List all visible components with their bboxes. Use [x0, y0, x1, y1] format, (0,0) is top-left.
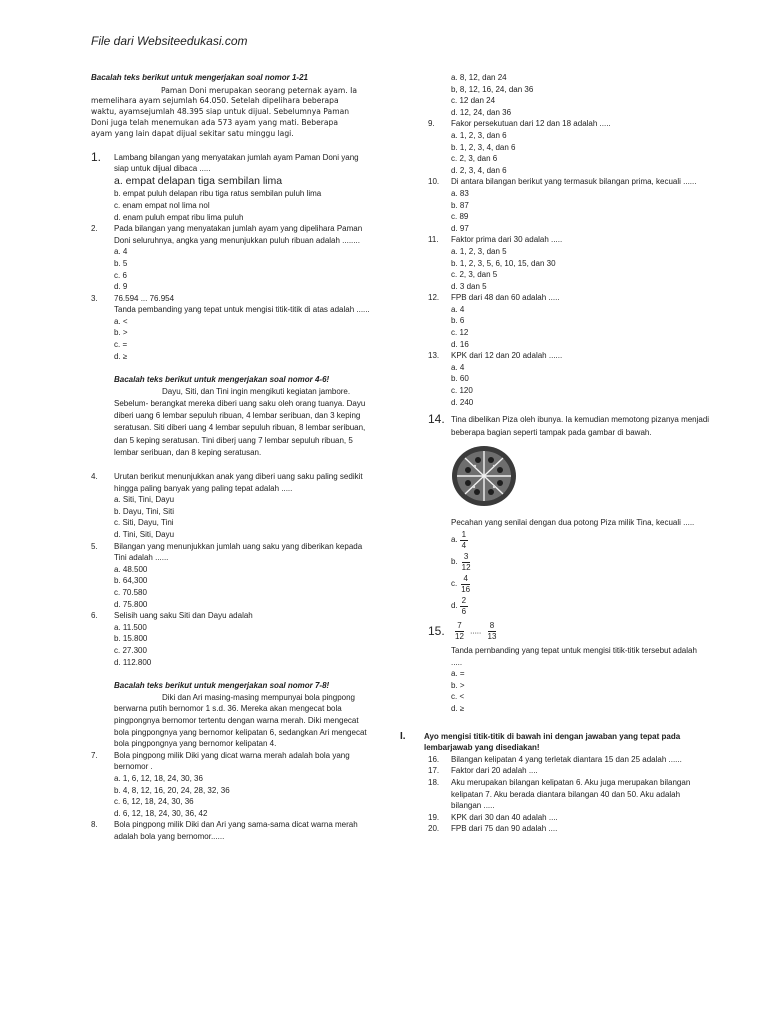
fraction-option-c — [428, 573, 710, 595]
question-number: 9. — [428, 119, 435, 129]
question-text: Urutan berikut menunjukkan anak yang diberi uang saku paling sedikit hingga paling banyak yang paling tepat adalah ..... — [114, 472, 363, 493]
option-d: d. 3 dan 5 — [451, 281, 487, 291]
question-text: 76.594 ... 76.954 — [114, 293, 175, 303]
passage-title: Bacalah teks berikut untuk mengerjakan soal nomor 4-6! — [114, 375, 330, 385]
option-d: d. 240 — [451, 397, 474, 407]
question-13 — [428, 350, 710, 362]
denominator: 4 — [461, 540, 467, 550]
option-c: c. Siti, Dayu, Tini — [114, 518, 174, 528]
denominator: 12 — [455, 632, 464, 642]
option-label: d. — [451, 601, 458, 611]
option-d: d. 112.800 — [114, 657, 152, 667]
question-10 — [428, 176, 710, 188]
question-15 — [428, 621, 710, 642]
fraction — [460, 552, 473, 573]
option-b: b, 8, 12, 16, 24, dan 36 — [451, 84, 534, 94]
question-text: Bola pingpong milik Diki dan Ari yang sama-sama dicat warna merah adalah bola yang bernomor...... — [114, 820, 358, 841]
option-d: d. 75.800 — [114, 599, 148, 609]
question-text: Aku merupakan bilangan kelipatan 6. Aku juga merupakan bilangan kelipatan 7. Aku berada diantara bilangan 40 dan 50. Aku adalah bilangan ..... — [451, 777, 691, 811]
comparison-dots: ..... — [470, 626, 482, 636]
question-20 — [428, 823, 710, 835]
question-number: 14. — [428, 412, 445, 427]
question-9 — [428, 118, 710, 130]
fraction-comparison — [451, 621, 710, 642]
option-b: b. 6 — [451, 316, 465, 326]
option-a: a. 8, 12, dan 24 — [451, 73, 507, 82]
fraction-option-d — [428, 595, 710, 617]
option-b: b. 87 — [451, 200, 469, 210]
passage-text: Dayu, Siti, dan Tini ingin mengikuti kegiatan jambore. Sebelum- berangkat mereka diberi uang saku oleh orang tuanya. Dayu diberi uang 6 lembar sepuluh ribuan, 4 lembar seribuan, dan 3 keping seratusan. Siti diberi uang 4 lembar sepuluh ribuan, 8 lembar seribuan, dan 5 keping seratusan. Tini diberj uang 7 lembar sepuluh ribuan, 5 lembar seribuan, dan 8 keping seratusan. — [114, 386, 366, 457]
numerator: 2 — [461, 595, 467, 605]
question-19 — [428, 812, 710, 824]
numerator: 1 — [461, 529, 467, 539]
option-d: d. 97 — [451, 223, 469, 233]
right-column — [400, 72, 710, 835]
question-number: 13. — [428, 351, 440, 361]
passage-title: Bacalah teks berikut untuk mengerjakan soal nomor 1-21 — [91, 73, 308, 82]
option-a: a. < — [114, 316, 128, 326]
option-c: c. 2, 3, dan 6 — [451, 154, 498, 164]
question-text: Tina dibelikan Piza oleh ibunya. Ia kemudian memotong pizanya menjadi beberapa bagian seperti tampak pada gambar di bawah. — [451, 415, 710, 437]
question-number: 8. — [91, 820, 98, 830]
option-d: d. Tini, Siti, Dayu — [114, 530, 175, 540]
question-number: 15. — [428, 623, 445, 638]
option-a: a. 48.500 — [114, 564, 148, 574]
question-number: 12. — [428, 293, 440, 303]
question-subtext: Pecahan yang senilai dengan dua potong Piza milik Tina, kecuali ..... — [451, 517, 695, 527]
question-number: 10. — [428, 177, 440, 187]
question-number: 20. — [428, 824, 440, 834]
denominator: 6 — [461, 606, 467, 616]
option-c: c. 89 — [451, 212, 469, 222]
question-6 — [91, 610, 371, 622]
question-text: Faktor dari 20 adalah .... — [451, 766, 538, 776]
option-b: b. 15.800 — [114, 634, 148, 644]
question-number: 11. — [428, 235, 439, 245]
option-b: b. 64,300 — [114, 576, 148, 586]
option-c: c. 27.300 — [114, 645, 147, 655]
option-a: a. 4 — [451, 362, 465, 372]
option-a: a. 1, 2, 3, dan 6 — [451, 130, 507, 140]
question-text: KPK dari 12 dan 20 adalah ...... — [451, 351, 563, 361]
passage-text: Paman Doni merupakan seorang peternak ayam. Ia memelihara ayam sejumlah 64.050. Setelah dipelihara beberapa waktu, ayamsejumlah 48.395 siap untuk dijual. Sebelumnya Paman Doni juga telah menemukan ada 573 ayam yang mati. Beberapa ayam yang lain dapat dijual sekitar satu minggu lagi. — [91, 85, 358, 138]
option-a: a. 11.500 — [114, 622, 147, 632]
question-text: Bilangan yang menunjukkan jumlah uang saku yang diberikan kepada Tini adalah ...... — [114, 541, 363, 563]
option-c: c. < — [451, 692, 465, 702]
question-18 — [428, 777, 710, 812]
option-b: b. 1, 2, 3, 4, dan 6 — [451, 142, 516, 152]
denominator: 16 — [461, 584, 471, 594]
question-8 — [91, 819, 371, 842]
question-number: 7. — [91, 750, 98, 760]
option-c: c. 6 — [114, 270, 127, 280]
question-7 — [91, 750, 371, 773]
option-c: c. 70.580 — [114, 588, 147, 598]
question-text: FPB dari 48 dan 60 adalah ..... — [451, 293, 560, 303]
question-text: Pada bilangan yang menyatakan jumlah ayam yang dipelihara Paman Doni seluruhnya, angka yang menunjukkan puluh ribuan adalah ........ — [114, 224, 363, 245]
option-d: d. 6, 12, 18, 24, 30, 36, 42 — [114, 808, 208, 818]
question-4 — [91, 471, 371, 494]
question-subtext: Tanda pembanding yang tepat untuk mengisi titik-titik di atas adalah ...... — [114, 305, 370, 315]
numerator: 4 — [463, 573, 468, 583]
option-a: a. Siti, Tini, Dayu — [114, 495, 175, 505]
section-title: Ayo mengisi titik-titik di bawah ini dengan jawaban yang tepat pada lembarjawab yang disediakan! — [424, 731, 681, 753]
fraction-left — [453, 621, 466, 642]
option-c: c. 2, 3, dan 5 — [451, 270, 498, 280]
option-a: a. empat delapan tiga sembilan lima — [114, 174, 283, 187]
option-a: a. 1, 6, 12, 18, 24, 30, 36 — [114, 773, 203, 783]
question-number: 2. — [91, 224, 98, 234]
left-column — [91, 72, 371, 842]
option-b: b. 60 — [451, 374, 469, 384]
question-11 — [428, 234, 710, 246]
option-d: d. 12, 24, dan 36 — [451, 107, 512, 117]
option-c: c. 12 — [451, 328, 469, 338]
option-c: c. enam empat nol lima nol — [114, 200, 210, 210]
option-a: a. 1, 2, 3, dan 5 — [451, 246, 507, 256]
question-text: Di antara bilangan berikut yang termasuk bilangan prima, kecuali ...... — [451, 177, 697, 187]
passage-3 — [91, 680, 371, 750]
question-text: Tanda pernbanding yang tepat untuk mengisi titik-titik tersebut adalah ..... — [451, 646, 697, 667]
question-number: 3. — [91, 293, 98, 303]
passage-title: Bacalah teks berikut untuk mengerjakan soal nomor 7-8! — [114, 681, 330, 691]
option-label: a. — [451, 535, 458, 545]
question-text: KPK dari 30 dan 40 adalah .... — [451, 812, 558, 822]
option-c: c. 120 — [451, 386, 473, 396]
numerator: 7 — [457, 621, 462, 631]
option-d: d. 16 — [451, 339, 469, 349]
page-header: File dari Websiteedukasi.com — [91, 34, 248, 48]
option-c: c. 12 dan 24 — [451, 96, 496, 106]
question-17 — [428, 765, 710, 777]
question-14 — [428, 414, 710, 439]
question-text: Fakor persekutuan dari 12 dan 18 adalah ..... — [451, 119, 611, 129]
question-number: 17. — [428, 766, 440, 776]
option-b: b. 5 — [114, 258, 128, 268]
fraction-option-b — [428, 551, 710, 573]
option-a: a. 83 — [451, 188, 469, 198]
option-d: d. 9 — [114, 282, 128, 292]
fraction-right — [486, 621, 499, 642]
question-text: Selisih uang saku Siti dan Dayu adalah — [114, 611, 253, 621]
question-3 — [91, 293, 371, 305]
option-d: d. ≥ — [451, 704, 465, 713]
section-number: I. — [400, 730, 406, 742]
option-c: c. 6, 12, 18, 24, 30, 36 — [114, 797, 194, 807]
question-1 — [91, 149, 371, 175]
question-number: 6. — [91, 611, 98, 621]
passage-1 — [91, 72, 361, 140]
option-d: d. 2, 3, 4, dan 6 — [451, 165, 507, 175]
question-number: 16. — [428, 754, 440, 764]
denominator: 13 — [487, 632, 497, 642]
question-text: FPB dari 75 dan 90 adalah .... — [451, 824, 558, 834]
fraction — [459, 574, 472, 595]
section-2-heading — [400, 730, 710, 754]
question-16 — [428, 754, 710, 766]
pizza-image — [451, 445, 517, 507]
option-b: b. > — [451, 680, 465, 690]
passage-2 — [91, 374, 371, 459]
option-b: b. 1, 2, 3, 5, 6, 10, 15, dan 30 — [451, 258, 556, 268]
option-label: b. — [451, 557, 458, 567]
option-c: c. = — [114, 340, 128, 350]
option-a: a. = — [451, 669, 465, 679]
question-5 — [91, 541, 371, 564]
denominator: 12 — [461, 562, 471, 572]
option-a: a. 4 — [114, 247, 128, 257]
question-number: 4. — [91, 472, 98, 482]
question-text: Lambang bilangan yang menyatakan jumlah ayam Paman Doni yang siap untuk dijual dibaca ..... — [114, 152, 359, 174]
option-label: c. — [451, 579, 458, 589]
numerator: 3 — [463, 551, 469, 561]
question-text: Bola pingpong milik Diki yang dicat warna merah adalah bola yang bernomor . — [114, 750, 350, 772]
question-number: 5. — [91, 541, 98, 551]
question-number: 18. — [428, 777, 440, 787]
question-number: 1. — [91, 149, 102, 164]
option-b: b. Dayu, Tini, Siti — [114, 506, 175, 516]
option-b: b. > — [114, 328, 128, 338]
numerator: 8 — [489, 621, 495, 631]
fraction — [460, 530, 468, 551]
fraction — [460, 596, 468, 617]
option-d: d. ≥ — [114, 351, 128, 361]
option-b: b. 4, 8, 12, 16, 20, 24, 28, 32, 36 — [114, 785, 230, 795]
question-text: Bilangan kelipatan 4 yang terletak diantara 15 dan 25 adalah ...... — [451, 754, 682, 764]
option-b: b. empat puluh delapan ribu tiga ratus sembilan puluh lima — [114, 189, 322, 199]
option-a: a. 4 — [451, 304, 465, 314]
question-text: Faktor prima dari 30 adalah ..... — [451, 235, 563, 245]
option-d: d. enam puluh empat ribu lima puluh — [114, 212, 244, 222]
question-2 — [91, 223, 371, 246]
question-12 — [428, 292, 710, 304]
passage-text: Diki dan Ari masing-masing mempunyai bola pingpong berwarna putih bernomor 1 s.d. 36. Mereka akan mengecat bola pingpongnya bernomor tertentu dengan warna merah. Diki mengecat bola pingpongnya yang bernomor kelipatan 6, sedangkan Ari mengecat bola pingpongnya yang bernomor kelipatan 4. — [114, 692, 367, 749]
fraction-option-a — [428, 529, 710, 551]
question-number: 19. — [428, 812, 440, 822]
